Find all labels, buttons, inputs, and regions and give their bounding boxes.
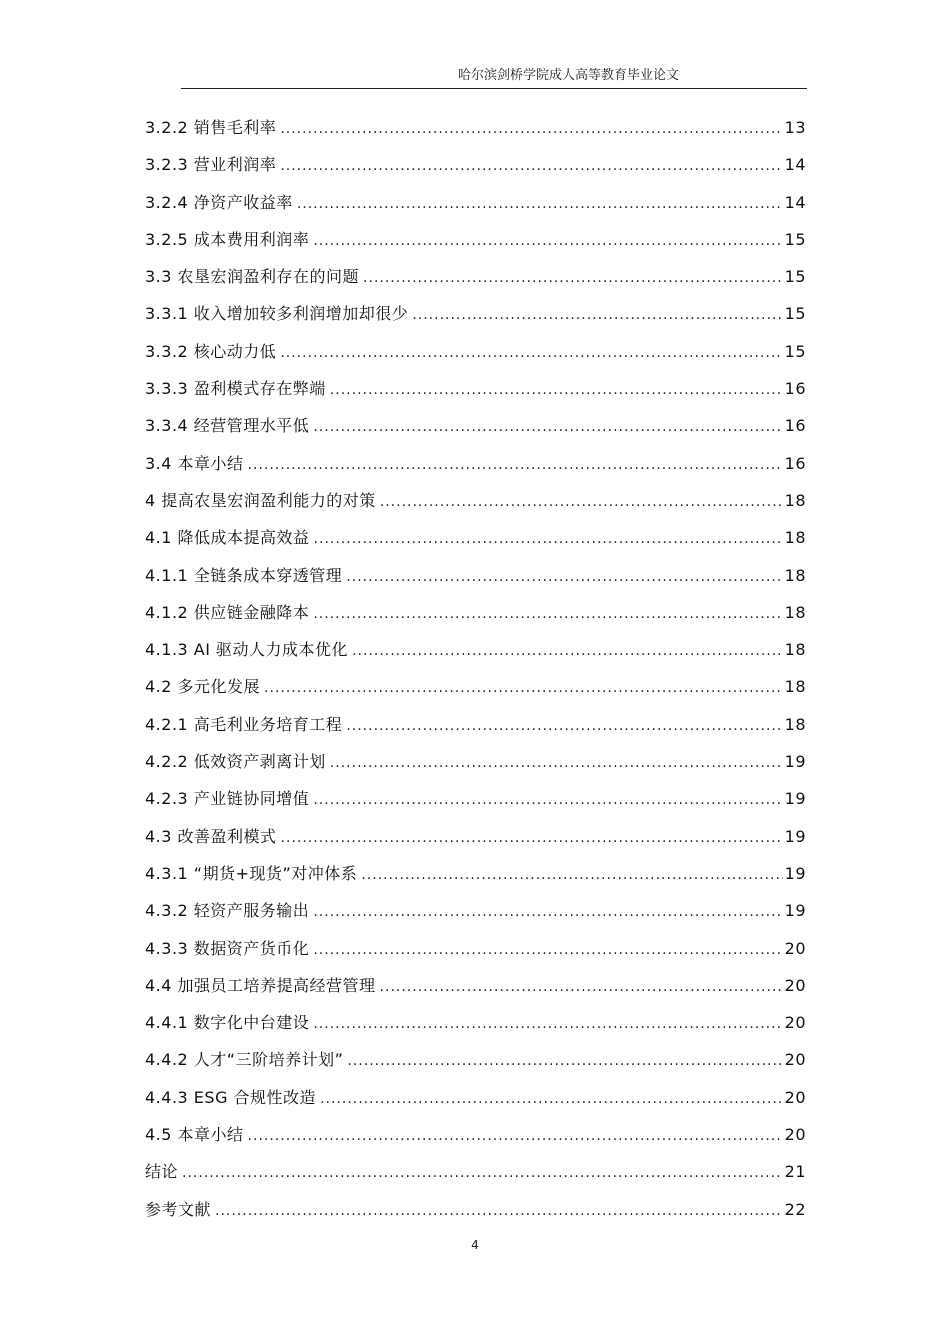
toc-entry-page: 19 (784, 826, 806, 846)
toc-dot-leader (248, 450, 783, 480)
toc-entry-label: 4.2.1 高毛利业务培育工程 (145, 714, 343, 734)
toc-entry-label: 4.2.2 低效资产剥离计划 (145, 752, 326, 772)
toc-entry[interactable] (145, 337, 806, 374)
toc-entry[interactable] (145, 1083, 806, 1120)
toc-entry-label: 3.3 农垦宏润盈利存在的问题 (145, 267, 360, 287)
toc-entry-page: 13 (784, 118, 806, 137)
table-of-contents (145, 113, 806, 1232)
toc-entry[interactable] (145, 635, 806, 672)
toc-dot-leader (352, 636, 783, 666)
toc-entry-page: 20 (784, 1013, 806, 1033)
toc-entry[interactable] (145, 262, 806, 299)
toc-entry-label: 4 提高农垦宏润盈利能力的对策 (145, 490, 376, 510)
toc-dot-leader (313, 1009, 782, 1039)
toc-entry-label: 3.2.5 成本费用利润率 (145, 229, 310, 249)
toc-entry[interactable] (145, 1045, 806, 1082)
toc-dot-leader (313, 599, 782, 629)
toc-entry[interactable] (145, 822, 806, 859)
toc-entry-label: 4.2.3 产业链协同增值 (145, 789, 310, 809)
toc-entry[interactable] (145, 486, 806, 523)
toc-entry-page: 18 (784, 565, 806, 585)
toc-entry-page: 18 (784, 602, 806, 622)
toc-entry[interactable] (145, 523, 806, 560)
toc-entry-page: 20 (784, 975, 806, 995)
toc-dot-leader (380, 972, 783, 1002)
toc-entry-label: 参考文献 (145, 1199, 212, 1219)
toc-entry-label: 3.3.1 收入增加较多利润增加却很少 (145, 304, 409, 324)
toc-entry-page: 15 (784, 229, 806, 249)
toc-entry-label: 4.5 本章小结 (145, 1125, 244, 1145)
toc-dot-leader (264, 673, 783, 703)
toc-entry-label: 3.3.4 经营管理水平低 (145, 416, 310, 436)
toc-dot-leader (363, 263, 783, 293)
toc-entry-page: 16 (784, 453, 806, 473)
toc-entry[interactable] (145, 188, 806, 225)
toc-dot-leader (380, 487, 783, 517)
toc-entry[interactable] (145, 710, 806, 747)
toc-entry-page: 19 (784, 863, 806, 883)
toc-entry-label: 4.4.3 ESG 合规性改造 (145, 1087, 317, 1107)
toc-entry-label: 4.3.2 轻资产服务输出 (145, 901, 310, 921)
toc-entry-page: 14 (784, 155, 806, 175)
toc-entry[interactable] (145, 449, 806, 486)
toc-dot-leader (248, 1121, 783, 1151)
toc-dot-leader (314, 524, 783, 554)
toc-dot-leader (361, 860, 782, 890)
toc-entry-page: 16 (784, 379, 806, 399)
page-number: 4 (471, 1238, 479, 1252)
toc-dot-leader (281, 823, 783, 853)
toc-entry[interactable] (145, 896, 806, 933)
toc-entry[interactable] (145, 784, 806, 821)
header-title: 哈尔滨剑桥学院成人高等教育毕业论文 (457, 68, 679, 83)
toc-dot-leader (320, 1084, 783, 1114)
toc-dot-leader (412, 300, 782, 330)
toc-entry-label: 3.2.3 营业利润率 (145, 155, 277, 175)
toc-entry-page: 18 (784, 528, 806, 548)
page-header (181, 66, 807, 89)
toc-entry[interactable] (145, 672, 806, 709)
toc-entry-label: 4.1.2 供应链金融降本 (145, 602, 310, 622)
toc-dot-leader (280, 338, 782, 368)
toc-entry[interactable] (145, 934, 806, 971)
toc-entry-label: 4.2 多元化发展 (145, 677, 261, 697)
toc-entry-label: 4.3.3 数据资产货币化 (145, 938, 310, 958)
toc-entry[interactable] (145, 859, 806, 896)
toc-entry-label: 4.1.3 AI 驱动人力成本优化 (145, 640, 349, 660)
toc-entry-page: 20 (784, 1050, 806, 1070)
toc-entry-label: 4.3 改善盈利模式 (145, 826, 277, 846)
toc-entry-page: 16 (784, 416, 806, 436)
toc-entry[interactable] (145, 598, 806, 635)
toc-entry[interactable] (145, 299, 806, 336)
toc-dot-leader (297, 189, 783, 219)
toc-entry-label: 3.2.2 销售毛利率 (145, 118, 277, 137)
toc-entry[interactable] (145, 1157, 806, 1194)
toc-dot-leader (346, 711, 782, 741)
toc-entry-page: 19 (784, 752, 806, 772)
toc-entry[interactable] (145, 225, 806, 262)
toc-entry[interactable] (145, 150, 806, 187)
toc-entry-page: 15 (784, 341, 806, 361)
toc-entry-page: 20 (784, 938, 806, 958)
toc-dot-leader (280, 151, 782, 181)
toc-dot-leader (313, 897, 782, 927)
toc-entry[interactable] (145, 561, 806, 598)
toc-entry[interactable] (145, 411, 806, 448)
toc-dot-leader (280, 114, 782, 144)
toc-entry-page: 21 (784, 1162, 806, 1182)
toc-entry-page: 15 (784, 267, 806, 287)
toc-entry-page: 14 (784, 192, 806, 212)
toc-entry-label: 结论 (145, 1162, 179, 1182)
toc-entry-page: 20 (784, 1087, 806, 1107)
toc-entry-label: 3.4 本章小结 (145, 453, 244, 473)
toc-entry-page: 19 (784, 901, 806, 921)
toc-dot-leader (347, 1046, 782, 1076)
toc-dot-leader (330, 375, 783, 405)
toc-entry-label: 4.4 加强员工培养提高经营管理 (145, 975, 376, 995)
toc-entry[interactable] (145, 1120, 806, 1157)
toc-dot-leader (182, 1158, 783, 1188)
toc-entry-page: 18 (784, 714, 806, 734)
toc-dot-leader (313, 412, 782, 442)
toc-entry-page: 20 (784, 1125, 806, 1145)
toc-entry-label: 3.3.3 盈利模式存在弊端 (145, 379, 326, 399)
toc-entry[interactable] (145, 747, 806, 784)
toc-entry-label: 3.2.4 净资产收益率 (145, 192, 293, 212)
toc-entry[interactable] (145, 971, 806, 1008)
toc-entry-label: 4.3.1 “期货+现货”对冲体系 (145, 863, 358, 883)
toc-entry[interactable] (145, 1195, 806, 1232)
toc-entry-page: 18 (784, 490, 806, 510)
toc-entry-label: 4.4.2 人才“三阶培养计划” (145, 1050, 344, 1070)
toc-entry-label: 4.4.1 数字化中台建设 (145, 1013, 310, 1033)
toc-dot-leader (215, 1196, 783, 1226)
toc-entry-page: 22 (784, 1199, 806, 1219)
toc-entry-page: 19 (784, 789, 806, 809)
toc-dot-leader (346, 562, 782, 592)
toc-dot-leader (313, 785, 782, 815)
toc-dot-leader (313, 935, 782, 965)
toc-entry-label: 4.1.1 全链条成本穿透管理 (145, 565, 343, 585)
toc-entry-label: 3.3.2 核心动力低 (145, 341, 277, 361)
toc-entry-page: 15 (784, 304, 806, 324)
toc-entry-label: 4.1 降低成本提高效益 (145, 528, 310, 548)
toc-entry-page: 18 (784, 677, 806, 697)
toc-entry[interactable] (145, 1008, 806, 1045)
toc-entry[interactable] (145, 113, 806, 150)
toc-entry-page: 18 (784, 640, 806, 660)
toc-dot-leader (330, 748, 783, 778)
toc-entry[interactable] (145, 374, 806, 411)
toc-dot-leader (313, 226, 782, 256)
